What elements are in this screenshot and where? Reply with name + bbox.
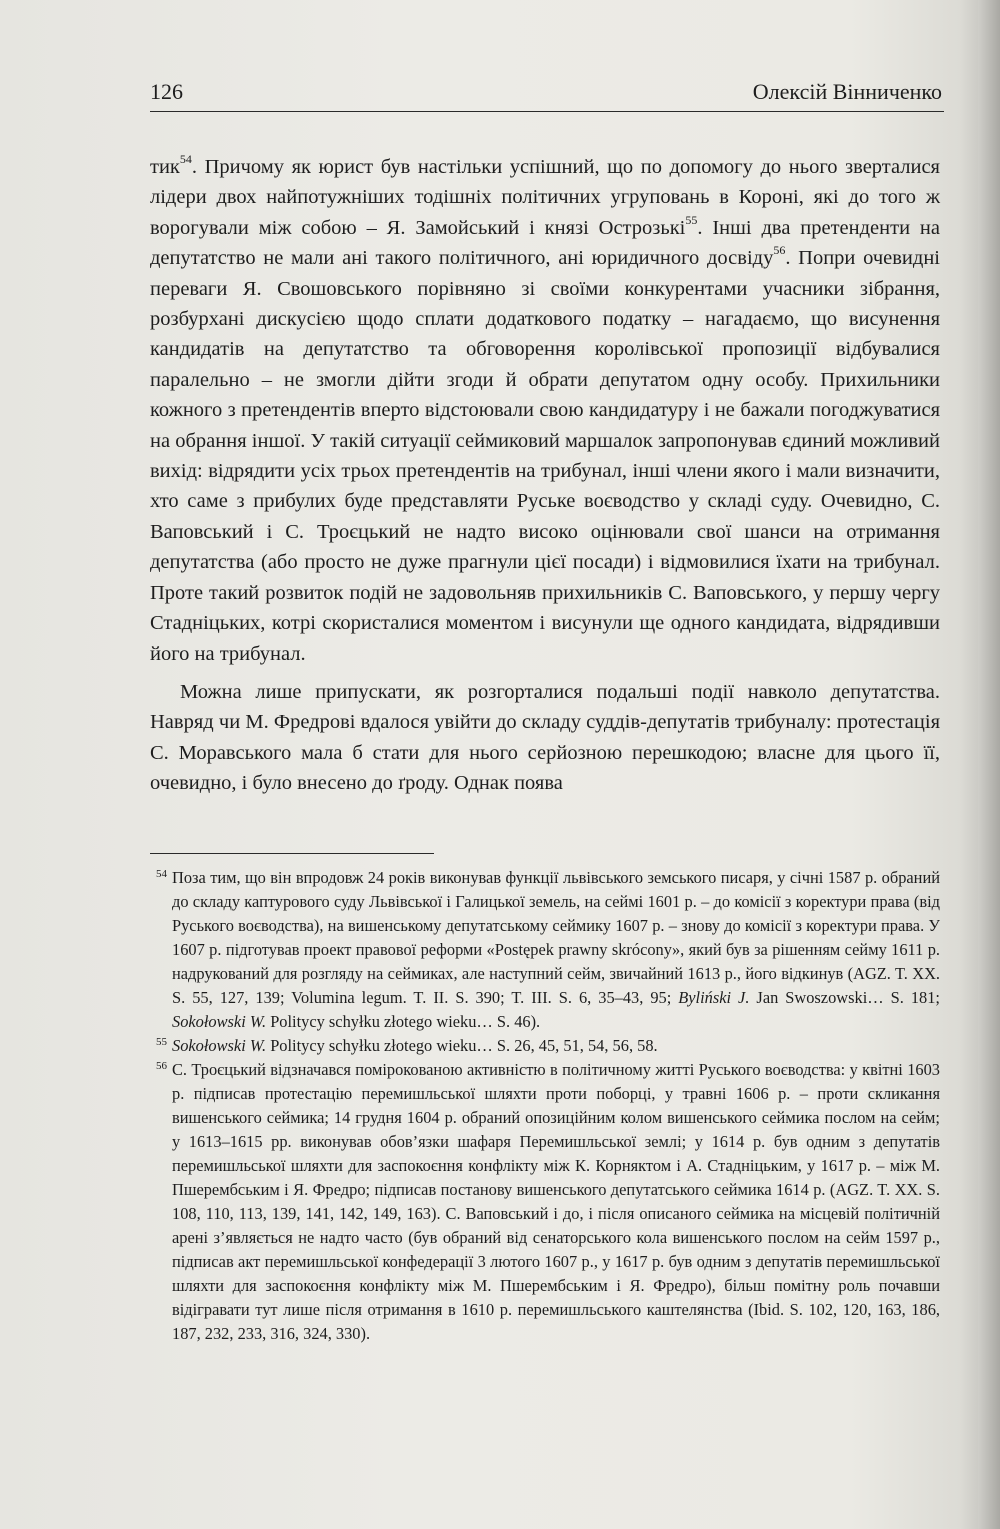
footnote-56 <box>150 1058 940 1346</box>
footnote-number: 56 <box>156 1060 167 1072</box>
cited-author: Sokołowski W. <box>172 1012 267 1031</box>
footnote-ref-54: 54 <box>179 152 192 167</box>
footnote-text: Поза тим, що він впродовж 24 років виконував функції львівського земського писаря, у січні 1587 р. обраний до складу каптурового суду Львівської і Галицької земель, на сеймі 1601 р. – до комісії з коректури права (від Руського воєводства), на вишенському депутатському сеймику 1607 р. – знову до комісії з коректури права. У 1607 р. підготував проект правової реформи «Postępek prawny skrócony», який був за рішенням сейму 1611 р. надрукований для розгляду на сеймиках, але наступний сейм, звичайний 1613 р., його відкинув (AGZ. T. XX. S. 55, 127, 139; Volumina legum. T. II. S. 390; T. III. S. 6, 35–43, 95; <box>172 868 940 1007</box>
footnote-text: Jan Swoszowski… S. 181; <box>749 988 940 1007</box>
text-segment: тик <box>150 156 180 178</box>
page-number: 126 <box>150 79 183 104</box>
footnote-55 <box>150 1034 940 1058</box>
footnote-ref-55: 55 <box>685 212 698 227</box>
footnote-text: Politycy schyłku złotego wieku… S. 26, 45, 51, 54, 56, 58. <box>266 1036 658 1055</box>
footnote-ref-56: 56 <box>773 243 786 258</box>
running-header <box>150 78 942 110</box>
main-text <box>150 152 940 799</box>
running-header-author: Олексій Вінниченко <box>752 79 942 104</box>
cited-author: Sokołowski W. <box>172 1036 267 1055</box>
paragraph-2: Можна лише припускати, як розгорталися подальші події навколо депутатства. Навряд чи М. Фредрові вдалося увійти до складу суддів-депутатів трибуналу: протестація С. Моравського мала б стати для нього серйозною перешкодою; власне для цього її, очевидно, і було внесено до ґроду. Однак поява <box>150 680 940 795</box>
footnotes <box>150 866 940 1346</box>
header-rule <box>150 111 944 112</box>
cited-author: Byliński J. <box>678 988 750 1007</box>
text-segment: . Причому як юрист був настільки успішний, що по допомогу до нього зверталися лідери двох найпотужніших тодішніх політичних угруповань в Короні, які до того ж ворогували між собою – Я. Замойський і князі Острозькі <box>150 156 940 239</box>
footnote-separator <box>150 853 434 854</box>
book-spine-shadow <box>978 0 1000 1529</box>
text-segment: . Попри очевидні переваги Я. Свошовського порівняно зі своїми конкурентами учасники зібрання, розбурхані дискусією щодо сплати додаткового податку – нагадаємо, що висунення кандидатів на депутатство та обговорення королівської пропозиції відбувалися паралельно – не змогли дійти згоди й обрати депутатом одну особу. Прихильники кожного з претендентів вперто відстоювали свою кандидатуру і не бажали погоджуватися на обрання іншої. У такій ситуації сеймиковий маршалок запропонував єдиний можливий вихід: відрядити усіх трьох претендентів на трибунал, інші члени якого і мали визначити, хто саме з прибулих буде представляти Руське воєводство у складі суду. Очевидно, С. Ваповський і С. Троєцький не надто високо оцінювали свої шанси на отримання депутатства (або просто не дуже прагнули цієї посади) і відмовилися їхати на трибунал. Проте такий розвиток подій не задовольняв прихильників С. Ваповського, у першу чергу Стадніцьких, котрі скористалися моментом і висунули ще одного кандидата, відрядивши його на трибунал. <box>150 247 940 665</box>
paragraph-1 <box>150 152 940 669</box>
footnote-number: 54 <box>156 868 167 880</box>
footnote-text: С. Троєцький відзначався помірокованою активністю в політичному житті Руського воєводства: у квітні 1603 р. підписав протестацію перемишльської шляхти проти поборці, у травні 1606 р. – проти скликання вишенського сеймика; 14 грудня 1604 р. обраний опозиційним колом вишенського сеймика послом на сейм; у 1613–1615 рр. виконував обов’язки шафаря Перемишльської землі; у 1614 р. був одним з депутатів перемишльської шляхти для заспокоєння конфлікту між К. Корняктом і А. Стадніцьким, у 1617 р. – між М. Пшерембським і Я. Фредро; підписав постанову вишенського депутатського сеймика 1614 р. (AGZ. T. XX. S. 108, 110, 113, 139, 141, 142, 149, 163). С. Ваповський і до, і після описаного сеймика на місцевій політичній арені з’являється не надто часто (був обраний від сенаторського кола вишенського послом на сейм 1597 р., підписав акт перемишльської конфедерації 3 лютого 1607 р., у 1617 р. був одним з депутатів перемишльської шляхти для заспокоєння конфлікту між М. Пшерембським і Я. Фредро), більш помітну роль почавши відігравати тут лише після отримання в 1610 р. перемишльського каштелянства (Ibid. S. 102, 120, 163, 186, 187, 232, 233, 316, 324, 330). <box>172 1060 940 1343</box>
text-segment: . Інші два претенденти на депутатство не мали ані такого політичного, ані юридичного досвіду <box>150 216 940 270</box>
footnote-text: Politycy schyłku złotego wieku… S. 46). <box>266 1012 541 1031</box>
footnote-number: 55 <box>156 1036 167 1048</box>
footnote-54 <box>150 866 940 1034</box>
